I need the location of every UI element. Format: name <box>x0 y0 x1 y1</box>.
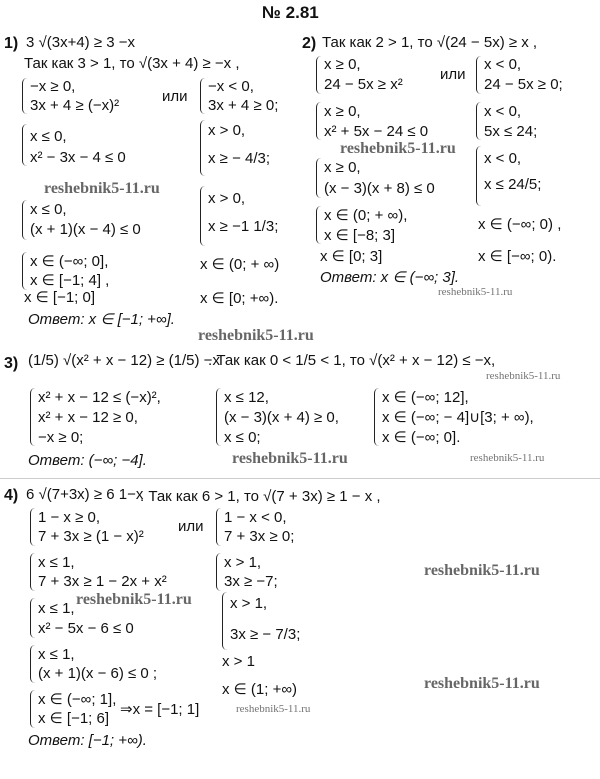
brace <box>316 56 321 94</box>
watermark: reshebnik5-11.ru <box>340 140 456 157</box>
p3-sc-line1: x ∈ (−∞; 12], <box>382 389 469 406</box>
problem-1-answer: Ответ: x ∈ [−1; +∞]. <box>28 311 175 328</box>
watermark: reshebnik5-11.ru <box>198 327 314 344</box>
problem-3-head: (1/5) √(x² + x − 12) ≥ (1/5) −x <box>28 352 220 369</box>
p1-s1a-line2: 3x + 4 ≥ (−x)² <box>30 97 120 114</box>
p2-s3b-line1: x < 0, <box>484 150 522 167</box>
problem-4-answer: Ответ: [−1; +∞). <box>28 732 147 749</box>
brace <box>22 124 27 166</box>
p4-s1a-line2: 7 + 3x ≥ (1 − x)² <box>38 528 144 545</box>
divider <box>0 478 600 479</box>
problem-4-label: 4) <box>4 487 19 504</box>
p2-s2b-line1: x < 0, <box>484 103 522 120</box>
p3-sc-line2: x ∈ (−∞; − 4]∪[3; + ∞), <box>382 409 534 426</box>
brace <box>22 252 27 290</box>
p4-s4a-line2: (x + 1)(x − 6) ≤ 0 ; <box>38 665 158 682</box>
p4-s5a-line1: x ∈ (−∞; 1], <box>38 691 117 708</box>
brace <box>30 388 35 446</box>
p1-s3a-line2: (x + 1)(x − 4) ≤ 0 <box>30 221 141 238</box>
p2-result-2: x ∈ [−∞; 0). <box>478 248 557 265</box>
p2-ili: или <box>440 66 466 83</box>
brace <box>200 78 205 114</box>
problem-3-answer: Ответ: (−∞; −4]. <box>28 452 147 469</box>
problem-1-since: Так как 3 > 1, то √(3x + 4) ≥ −x , <box>24 55 240 72</box>
p1-s1b-line2: 3x + 4 ≥ 0; <box>208 97 279 114</box>
p4-s2a-line2: 7 + 3x ≥ 1 − 2x + x² <box>38 573 167 590</box>
p3-sa-line1: x² + x − 12 ≤ (−x)², <box>38 389 161 406</box>
p3-sa-line3: −x ≥ 0; <box>38 429 84 446</box>
p3-sa-line2: x² + x − 12 ≥ 0, <box>38 409 138 426</box>
p3-sc-line3: x ∈ (−∞; 0]. <box>382 429 461 446</box>
brace <box>476 146 481 206</box>
p1-s3b-line1: x > 0, <box>208 190 246 207</box>
p4-s1b-line2: 7 + 3x ≥ 0; <box>224 528 295 545</box>
p1-s4a-line1: x ∈ (−∞; 0], <box>30 253 109 270</box>
p2-s4a-line1: x ∈ (0; + ∞), <box>324 207 408 224</box>
p4-s5b: x ∈ (1; +∞) <box>222 681 298 698</box>
p4-s2a-line1: x ≤ 1, <box>38 554 75 571</box>
problem-2-since: Так как 2 > 1, то √(24 − 5x) ≥ x , <box>322 34 538 51</box>
brace <box>216 508 221 546</box>
problem-3-since: . Так как 0 < 1/5 < 1, то √(x² + x − 12) ≤ −x, <box>208 352 496 369</box>
p3-sb-line1: x ≤ 12, <box>224 389 269 406</box>
p1-s2a-line2: x² − 3x − 4 ≤ 0 <box>30 149 126 166</box>
p4-s2b-line2: 3x ≥ −7; <box>224 573 278 590</box>
watermark: reshebnik5-11.ru <box>44 180 160 197</box>
p1-s1b-line1: −x < 0, <box>208 78 254 95</box>
brace <box>216 553 221 591</box>
p3-sb-line2: (x − 3)(x + 4) ≥ 0, <box>224 409 339 426</box>
p4-s1a-line1: 1 − x ≥ 0, <box>38 509 101 526</box>
p4-s3b-line1: x > 1, <box>230 595 268 612</box>
p2-s2b-line2: 5x ≤ 24; <box>484 123 538 140</box>
problem-4-since: . Так как 6 > 1, то √(7 + 3x) ≥ 1 − x , <box>140 488 381 505</box>
page-title: № 2.81 <box>262 3 319 22</box>
p2-s4b: x ∈ (−∞; 0) , <box>478 216 562 233</box>
brace <box>30 508 35 546</box>
p1-s2b-line1: x > 0, <box>208 122 246 139</box>
watermark: reshebnik5-11.ru <box>470 452 545 464</box>
p1-s3a-line1: x ≤ 0, <box>30 201 67 218</box>
p4-s2b-line1: x > 1, <box>224 554 262 571</box>
brace <box>22 78 27 114</box>
p4-s4b: x > 1 <box>222 653 255 670</box>
p1-s4b: x ∈ (0; + ∞) <box>200 256 280 273</box>
p1-result-1: x ∈ [−1; 0] <box>24 289 96 306</box>
brace <box>222 592 227 650</box>
p1-s1a-line1: −x ≥ 0, <box>30 78 76 95</box>
p2-s1b-line1: x < 0, <box>484 56 522 73</box>
watermark: reshebnik5-11.ru <box>236 703 311 715</box>
p4-s3a-line2: x² − 5x − 6 ≤ 0 <box>38 620 134 637</box>
p2-s3a-line2: (x − 3)(x + 8) ≤ 0 <box>324 180 435 197</box>
brace <box>30 553 35 591</box>
p1-ili: или <box>162 88 188 105</box>
watermark: reshebnik5-11.ru <box>76 591 192 608</box>
brace <box>374 388 379 446</box>
brace <box>30 690 35 728</box>
watermark: reshebnik5-11.ru <box>424 562 540 579</box>
watermark: reshebnik5-11.ru <box>232 450 348 467</box>
p2-s1a-line1: x ≥ 0, <box>324 56 361 73</box>
brace <box>216 388 221 446</box>
p2-s3a-line1: x ≥ 0, <box>324 159 361 176</box>
brace <box>316 102 321 140</box>
brace <box>200 120 205 176</box>
p1-s3b-line2: x ≥ −1 1/3; <box>208 218 279 235</box>
p2-s2a-line1: x ≥ 0, <box>324 103 361 120</box>
p2-s3b-line2: x ≤ 24/5; <box>484 176 542 193</box>
p2-s1a-line2: 24 − 5x ≥ x² <box>324 76 403 93</box>
p4-s4a-line1: x ≤ 1, <box>38 646 75 663</box>
brace <box>476 102 481 140</box>
p4-s5a-line2: x ∈ [−1; 6] <box>38 710 110 727</box>
problem-2-answer: Ответ: x ∈ (−∞; 3]. <box>320 269 460 286</box>
p4-s1b-line1: 1 − x < 0, <box>224 509 287 526</box>
p2-s1b-line2: 24 − 5x ≥ 0; <box>484 76 563 93</box>
problem-1-head: 3 √(3x+4) ≥ 3 −x <box>26 34 136 51</box>
brace <box>316 158 321 198</box>
p2-s4a-line2: x ∈ [−8; 3] <box>324 227 396 244</box>
p2-result-1: x ∈ [0; 3] <box>320 248 383 265</box>
p1-s4a-line2: x ∈ [−1; 4] , <box>30 272 110 289</box>
brace <box>476 56 481 94</box>
p2-s2a-line2: x² + 5x − 24 ≤ 0 <box>324 123 429 140</box>
watermark: reshebnik5-11.ru <box>486 370 561 382</box>
brace <box>200 186 205 246</box>
problem-2-label: 2) <box>302 35 317 52</box>
brace <box>30 645 35 683</box>
p4-ili: или <box>178 518 204 535</box>
brace <box>22 200 27 240</box>
p4-s3b-line2: 3x ≥ − 7/3; <box>230 626 301 643</box>
brace <box>316 206 321 244</box>
problem-1-label: 1) <box>4 35 19 52</box>
brace <box>30 598 35 638</box>
p1-s2b-line2: x ≥ − 4/3; <box>208 150 271 167</box>
problem-3-label: 3) <box>4 355 19 372</box>
p3-sb-line3: x ≤ 0; <box>224 429 261 446</box>
watermark: reshebnik5-11.ru <box>438 286 513 298</box>
p1-s2a-line1: x ≤ 0, <box>30 128 67 145</box>
p1-result-2: x ∈ [0; +∞). <box>200 290 279 307</box>
p4-implication: ⇒x = [−1; 1] <box>120 701 200 718</box>
p4-s3a-line1: x ≤ 1, <box>38 600 75 617</box>
problem-4-head: 6 √(7+3x) ≥ 6 1−x <box>26 486 144 503</box>
watermark: reshebnik5-11.ru <box>424 675 540 692</box>
